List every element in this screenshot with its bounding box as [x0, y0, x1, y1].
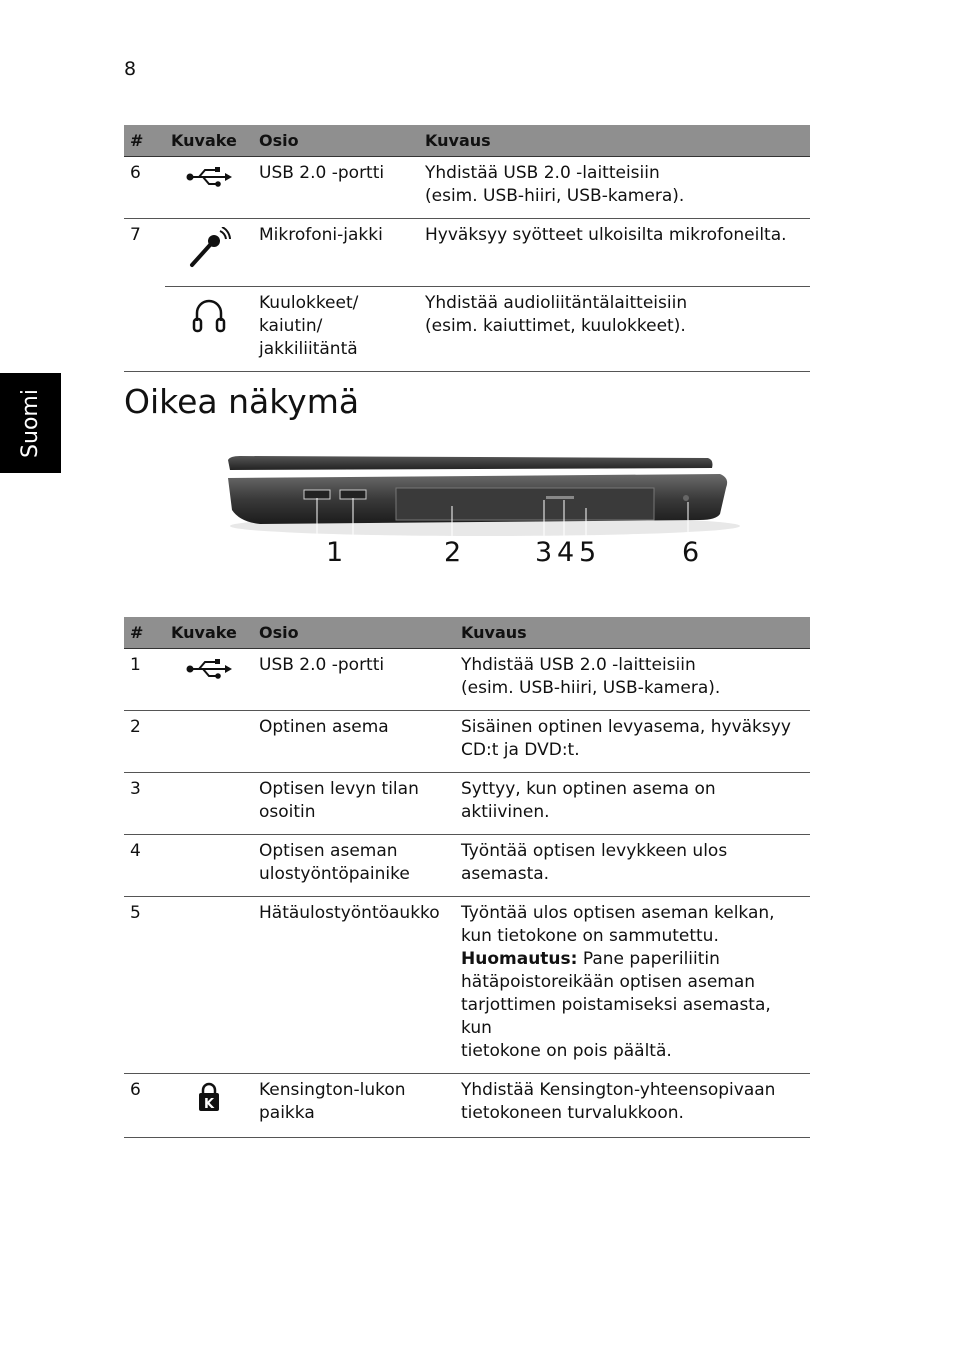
- callout-6: 6: [682, 537, 700, 568]
- ports-table-top: [124, 125, 810, 372]
- note-label: Huomautus:: [461, 949, 578, 969]
- row-num: 6: [124, 157, 165, 219]
- row-desc: Syttyy, kun optinen asema on aktiivinen.: [455, 773, 810, 835]
- right-view-ports-table: [124, 617, 810, 1138]
- table-header-row: [124, 125, 810, 157]
- usb-icon: [165, 649, 253, 711]
- table-row: [124, 897, 810, 1074]
- table-row: [124, 219, 810, 287]
- col-header-num: #: [124, 617, 165, 649]
- row-part: Kuulokkeet/ kaiutin/ jakkiliitäntä: [253, 287, 419, 372]
- row-num: 3: [124, 773, 165, 835]
- row-desc: Yhdistää Kensington-yhteensopivaan tietokoneen turvalukkoon.: [455, 1074, 810, 1138]
- row-num: 5: [124, 897, 165, 1074]
- row-part: Mikrofoni-jakki: [253, 219, 419, 287]
- row-num: [124, 287, 165, 372]
- row-part: Optisen levyn tilan osoitin: [253, 773, 455, 835]
- row-part: Optinen asema: [253, 711, 455, 773]
- table-row: [124, 773, 810, 835]
- table-row: [124, 835, 810, 897]
- row-num: 2: [124, 711, 165, 773]
- callout-3: 3: [535, 537, 553, 568]
- language-side-tab: [0, 373, 61, 473]
- row-desc: Yhdistää audioliitäntälaitteisiin (esim. kaiuttimet, kuulokkeet).: [419, 287, 810, 372]
- table-row: [124, 711, 810, 773]
- usb-icon: [165, 157, 253, 219]
- row-num: 7: [130, 225, 141, 245]
- kensington-icon: [165, 1074, 253, 1138]
- callout-2: 2: [444, 537, 462, 568]
- laptop-right-side-illustration: [220, 448, 740, 578]
- callout-5: 5: [579, 537, 597, 568]
- callout-1: 1: [326, 537, 344, 568]
- row-part: Hätäulostyöntöaukko: [253, 897, 455, 1074]
- row-part: Optisen aseman ulostyöntöpainike: [253, 835, 455, 897]
- row-num: 6: [124, 1074, 165, 1138]
- row-part: USB 2.0 -portti: [253, 157, 419, 219]
- headphones-icon: [165, 287, 253, 372]
- row-desc: Työntää optisen levykkeen ulos asemasta.: [455, 835, 810, 897]
- row-part: Kensington-lukon paikka: [253, 1074, 455, 1138]
- row-part: USB 2.0 -portti: [253, 649, 455, 711]
- col-header-desc: Kuvaus: [455, 617, 810, 649]
- row-desc: Yhdistää USB 2.0 -laitteisiin (esim. USB-hiiri, USB-kamera).: [419, 157, 810, 219]
- row-num: 4: [124, 835, 165, 897]
- row-icon-empty: [165, 773, 253, 835]
- row-desc: Yhdistää USB 2.0 -laitteisiin (esim. USB-hiiri, USB-kamera).: [455, 649, 810, 711]
- row-desc: Työntää ulos optisen aseman kelkan, kun tietokone on sammutettu.: [461, 903, 775, 946]
- row-desc-with-note: [455, 897, 810, 1074]
- row-icon-empty: [165, 711, 253, 773]
- col-header-icon: Kuvake: [165, 125, 253, 157]
- microphone-icon: [165, 219, 253, 287]
- col-header-desc: Kuvaus: [419, 125, 810, 157]
- row-icon-empty: [165, 897, 253, 1074]
- row-desc: Hyväksyy syötteet ulkoisilta mikrofoneilta.: [419, 219, 810, 287]
- page-number: 8: [124, 58, 137, 80]
- note-text: Pane paperiliitin hätäpoistoreikään optisen aseman tarjottimen poistamiseksi asemasta, kun tietokone on pois päältä.: [461, 949, 771, 1061]
- table-row: [124, 1074, 810, 1138]
- col-header-part: Osio: [253, 125, 419, 157]
- col-header-part: Osio: [253, 617, 455, 649]
- callout-4: 4: [557, 537, 575, 568]
- table-row: [124, 287, 810, 372]
- svg-text:K: K: [203, 1097, 215, 1112]
- col-header-icon: Kuvake: [165, 617, 253, 649]
- col-header-num: #: [124, 125, 165, 157]
- section-title: Oikea näkymä: [124, 382, 360, 421]
- table-row: [124, 157, 810, 219]
- row-desc: Sisäinen optinen levyasema, hyväksyy CD:t ja DVD:t.: [455, 711, 810, 773]
- row-num: 1: [124, 649, 165, 711]
- table-header-row: [124, 617, 810, 649]
- table-row: [124, 649, 810, 711]
- row-icon-empty: [165, 835, 253, 897]
- side-tab-label: Suomi: [18, 388, 44, 458]
